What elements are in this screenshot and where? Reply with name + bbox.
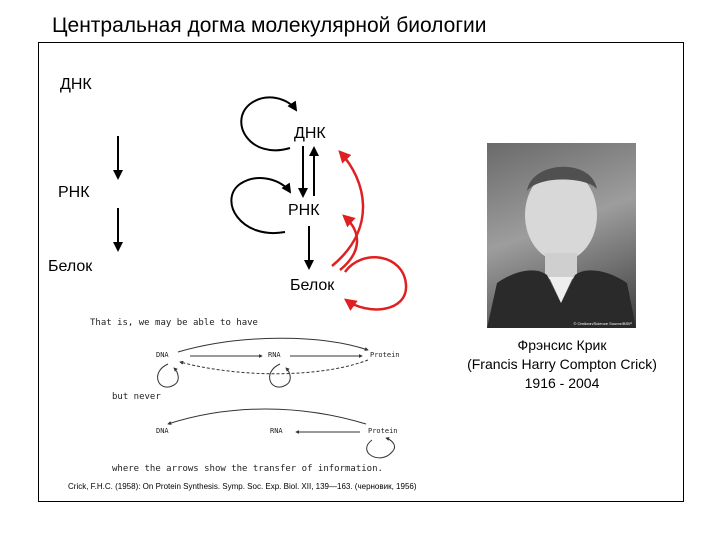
typed-loop-rna <box>270 364 291 387</box>
typed-protein-2: Protein <box>368 427 398 435</box>
dogma-rna-label: РНК <box>288 202 320 219</box>
dogma-protein-label: Белок <box>290 277 335 294</box>
typed-never-loop-protein <box>367 438 395 458</box>
simple-dna-label: ДНК <box>60 76 92 93</box>
simple-protein-label: Белок <box>48 258 93 275</box>
caption-years: 1916 - 2004 <box>524 375 600 391</box>
slide-title: Центральная догма молекулярной биологии <box>52 14 487 37</box>
typed-dna-2: DNA <box>156 427 169 435</box>
dogma-dna-label: ДНК <box>294 125 326 142</box>
typed-line-3: where the arrows show the transfer of information. <box>112 464 383 474</box>
typed-loop-dna <box>158 364 179 387</box>
crick-portrait-photo <box>487 143 636 328</box>
dna-replication-loop <box>241 97 296 150</box>
caption-name-ru: Фрэнсис Крик <box>517 337 607 353</box>
typed-rna-1: RNA <box>268 351 281 359</box>
red-arrow-protein-to-dna <box>332 152 363 266</box>
typed-never-arrow-protein-to-dna <box>168 409 366 424</box>
caption-name-en: (Francis Harry Compton Crick) <box>467 356 657 372</box>
typed-dna-1: DNA <box>156 351 169 359</box>
rna-replication-loop <box>231 178 290 233</box>
typed-protein-1: Protein <box>370 351 400 359</box>
typed-arrow-dna-to-protein <box>178 338 368 352</box>
typed-line-1: That is, we may be able to have <box>90 318 258 328</box>
typed-line-2: but never <box>112 392 161 402</box>
photo-credit: © Omikron/Science Source/BSIP <box>573 321 632 326</box>
red-loop-protein-to-protein <box>345 257 406 309</box>
simple-rna-label: РНК <box>58 184 90 201</box>
typed-rna-2: RNA <box>270 427 283 435</box>
citation: Crick, F.H.C. (1958): On Protein Synthesis. Symp. Soc. Exp. Biol. XII, 139—163. (черновик, 1956) <box>68 482 417 491</box>
typed-arrow-protein-to-dna <box>180 360 368 374</box>
photo-caption <box>440 336 684 393</box>
portrait-silhouette <box>487 143 636 328</box>
